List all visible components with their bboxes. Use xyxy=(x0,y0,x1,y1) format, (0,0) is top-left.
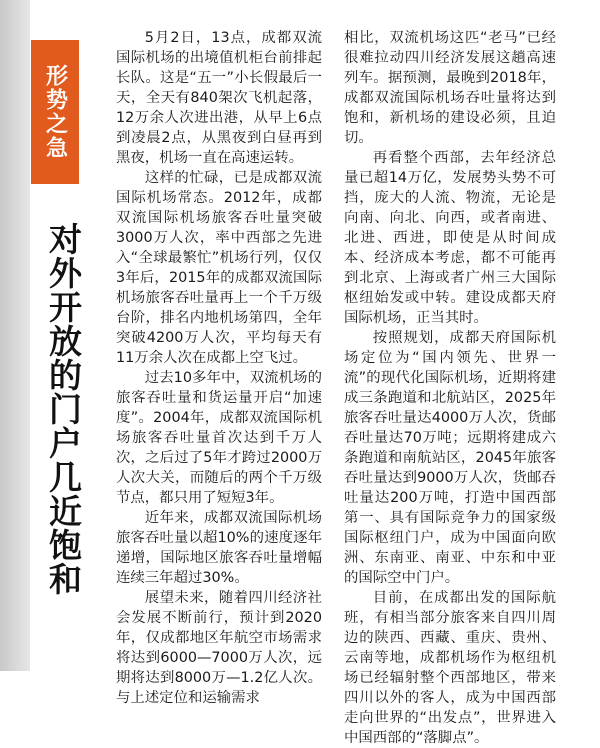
article-column-right xyxy=(344,28,556,746)
paragraph: 5月2日，13点，成都双流国际机场的出境值机柜台前排起长队。这是“五一”小长假最后一天，全天有840架次飞机起落，12万余人次进出港，从早上6点到凌晨2点，从黑夜到白昼再到黑夜，机场一直在高速运转。 xyxy=(116,30,322,166)
paragraph: 这样的忙碌，已是成都双流国际机场常态。2012年，成都双流国际机场旅客吞吐量突破3000万人次，率中西部之先进入“全球最繁忙”机场行列，仅仅3年后，2015年的成都双流国际机场旅客吞吐量再上一个千万级台阶，排名内地机场第四，全年突破4200万人次，平均每天有11万余人次在成都上空飞过。 xyxy=(116,170,322,366)
article-headline: 对外开放的门户几近饱和 xyxy=(44,222,83,596)
article-column-left xyxy=(116,28,322,706)
paragraph-continuation: 相比，双流机场这匹“老马”已经很难拉动四川经济发展这趟高速列车。据预测，最晚到2018年，成都双流国际机场吞吐量将达到饱和，新机场的建设必须，且迫切。 xyxy=(344,30,556,146)
paragraph: 目前，在成都出发的国际航班，有相当部分旅客来自四川周边的陕西、西藏、重庆、贵州、云南等地，成都机场作为枢纽机场已经辐射整个西部地区，带来四川以外的客人，成为中国西部走向世界的“出发点”，世界进入中国西部的“落脚点”。 xyxy=(344,590,556,746)
paragraph: 近年来，成都双流国际机场旅客吞吐量以超10%的速度逐年递增，国际地区旅客吞吐量增幅连续三年超过30%。 xyxy=(116,510,322,586)
section-badge: 形势之急 xyxy=(31,40,79,184)
paragraph: 展望未来，随着四川经济社会发展不断前行，预计到2020年，仅成都地区年航空市场需求将达到6000—7000万人次，远期将达到8000万—1.2亿人次。与上述定位和运输需求 xyxy=(116,590,322,706)
paragraph: 按照规划，成都天府国际机场定位为“国内领先、世界一流”的现代化国际机场，近期将建成三条跑道和北航站区，2025年旅客吞吐量达4000万人次，货邮吞吐量达70万吨；远期将建成六条跑道和南航站区，2045年旅客吞吐量达到9000万人次，货邮吞吐量达200万吨，打造中国西部第一、具有国际竞争力的国家级国际枢纽门户，成为中国面向欧洲、东南亚、南亚、中东和中亚的国际空中门户。 xyxy=(344,330,556,586)
left-edge-rail xyxy=(0,0,30,671)
paragraph: 过去10多年中，双流机场的旅客吞吐量和货运量开启“加速度”。2004年，成都双流国际机场旅客吞吐量首次达到千万人次，之后过了5年才跨过2000万人次大关，而随后的两个千万级节点，都只用了短短3年。 xyxy=(116,370,322,506)
paragraph: 再看整个西部，去年经济总量已超14万亿，发展势头势不可挡，庞大的人流、物流，无论是向南、向北、向西，或者南进、北进、西进，即使是从时间成本、经济成本考虑，都不可能再到北京、上海或者广州三大国际枢纽始发或中转。建设成都天府国际机场，正当其时。 xyxy=(344,150,556,326)
